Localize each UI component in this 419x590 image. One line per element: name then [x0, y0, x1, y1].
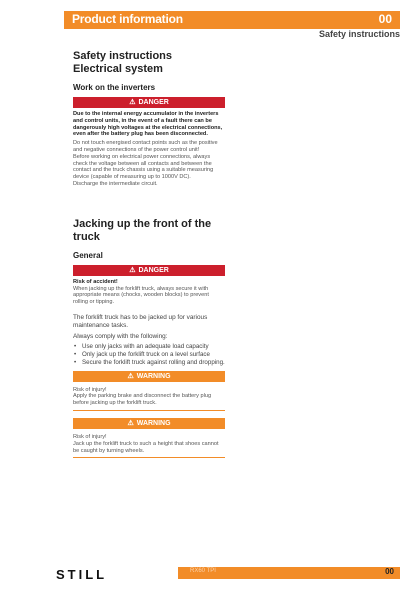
- page-header-title: Product information: [72, 12, 183, 26]
- warning-triangle-icon: ⚠: [129, 266, 136, 274]
- warning-triangle-icon: ⚠: [127, 419, 134, 427]
- danger-label: DANGER: [138, 266, 169, 274]
- warning-banner: [73, 371, 225, 382]
- list-item: • Use only jacks with an adequate load capacity: [73, 343, 225, 351]
- warning-banner: [73, 418, 225, 429]
- risk-title: Risk of injury!: [73, 433, 107, 440]
- section-title-jacking: Jacking up the front of the truck: [73, 217, 212, 243]
- page-number: 00: [385, 567, 394, 576]
- risk-title: Risk of injury!: [73, 386, 107, 393]
- document-reference: RX60 TPI: [190, 568, 216, 574]
- paragraph: Always comply with the following:: [73, 332, 168, 340]
- paragraph: The forklift truck has to be jacked up for various maintenance tasks.: [73, 313, 208, 329]
- divider: [73, 457, 225, 458]
- warning-triangle-icon: ⚠: [127, 372, 134, 380]
- page-header-subtitle: Safety instructions: [318, 29, 400, 39]
- subheading-inverters: Work on the inverters: [73, 83, 156, 92]
- risk-title: Risk of accident!: [73, 278, 118, 285]
- paragraph: Do not touch energised contact points such as the positive and negative connections of the power control unit!: [73, 140, 218, 153]
- section-title-safety: Safety instructions: [73, 50, 173, 62]
- chapter-number: 00: [378, 12, 392, 26]
- danger-banner: [73, 97, 225, 108]
- header-bar: [64, 11, 400, 29]
- list-item: • Secure the forklift truck against rolling and dropping.: [73, 359, 225, 367]
- paragraph: Discharge the intermediate circuit.: [73, 180, 158, 187]
- warning-triangle-icon: ⚠: [129, 99, 136, 106]
- subheading-general: General: [73, 250, 103, 260]
- section-title-electrical: Electrical system: [73, 63, 163, 75]
- paragraph: Before working on electrical power connections, always check the voltage between all contacts and between the contact and the truck chassis using a suitable measuring device (capable of measuring up to 1000V DC).: [73, 153, 214, 181]
- danger-banner: [73, 265, 225, 276]
- list-item: • Only jack up the forklift truck on a level surface: [73, 351, 225, 359]
- footer-bar: [178, 567, 400, 579]
- paragraph: When jacking up the forklift truck, always secure it with appropriate means (chocks, wooden blocks) to prevent rolling or tipping.: [73, 285, 209, 306]
- warning-label: WARNING: [136, 372, 171, 380]
- still-logo: STILL: [56, 567, 108, 582]
- danger-label: DANGER: [138, 99, 169, 106]
- main-content: [73, 50, 225, 458]
- paragraph: Jack up the forklift truck to such a height that shoes cannot be caught by turning wheels.: [73, 440, 219, 454]
- danger-text: Due to the internal energy accumulator in the inverters and control units, in the event of a fault there can be dangerously high voltages at the electrical connections, even after the battery plug has been disconnected.: [73, 111, 223, 138]
- warning-label: WARNING: [136, 419, 171, 427]
- paragraph: Apply the parking brake and disconnect the battery plug before jacking up the forklift truck.: [73, 393, 212, 407]
- requirements-list: [73, 343, 225, 368]
